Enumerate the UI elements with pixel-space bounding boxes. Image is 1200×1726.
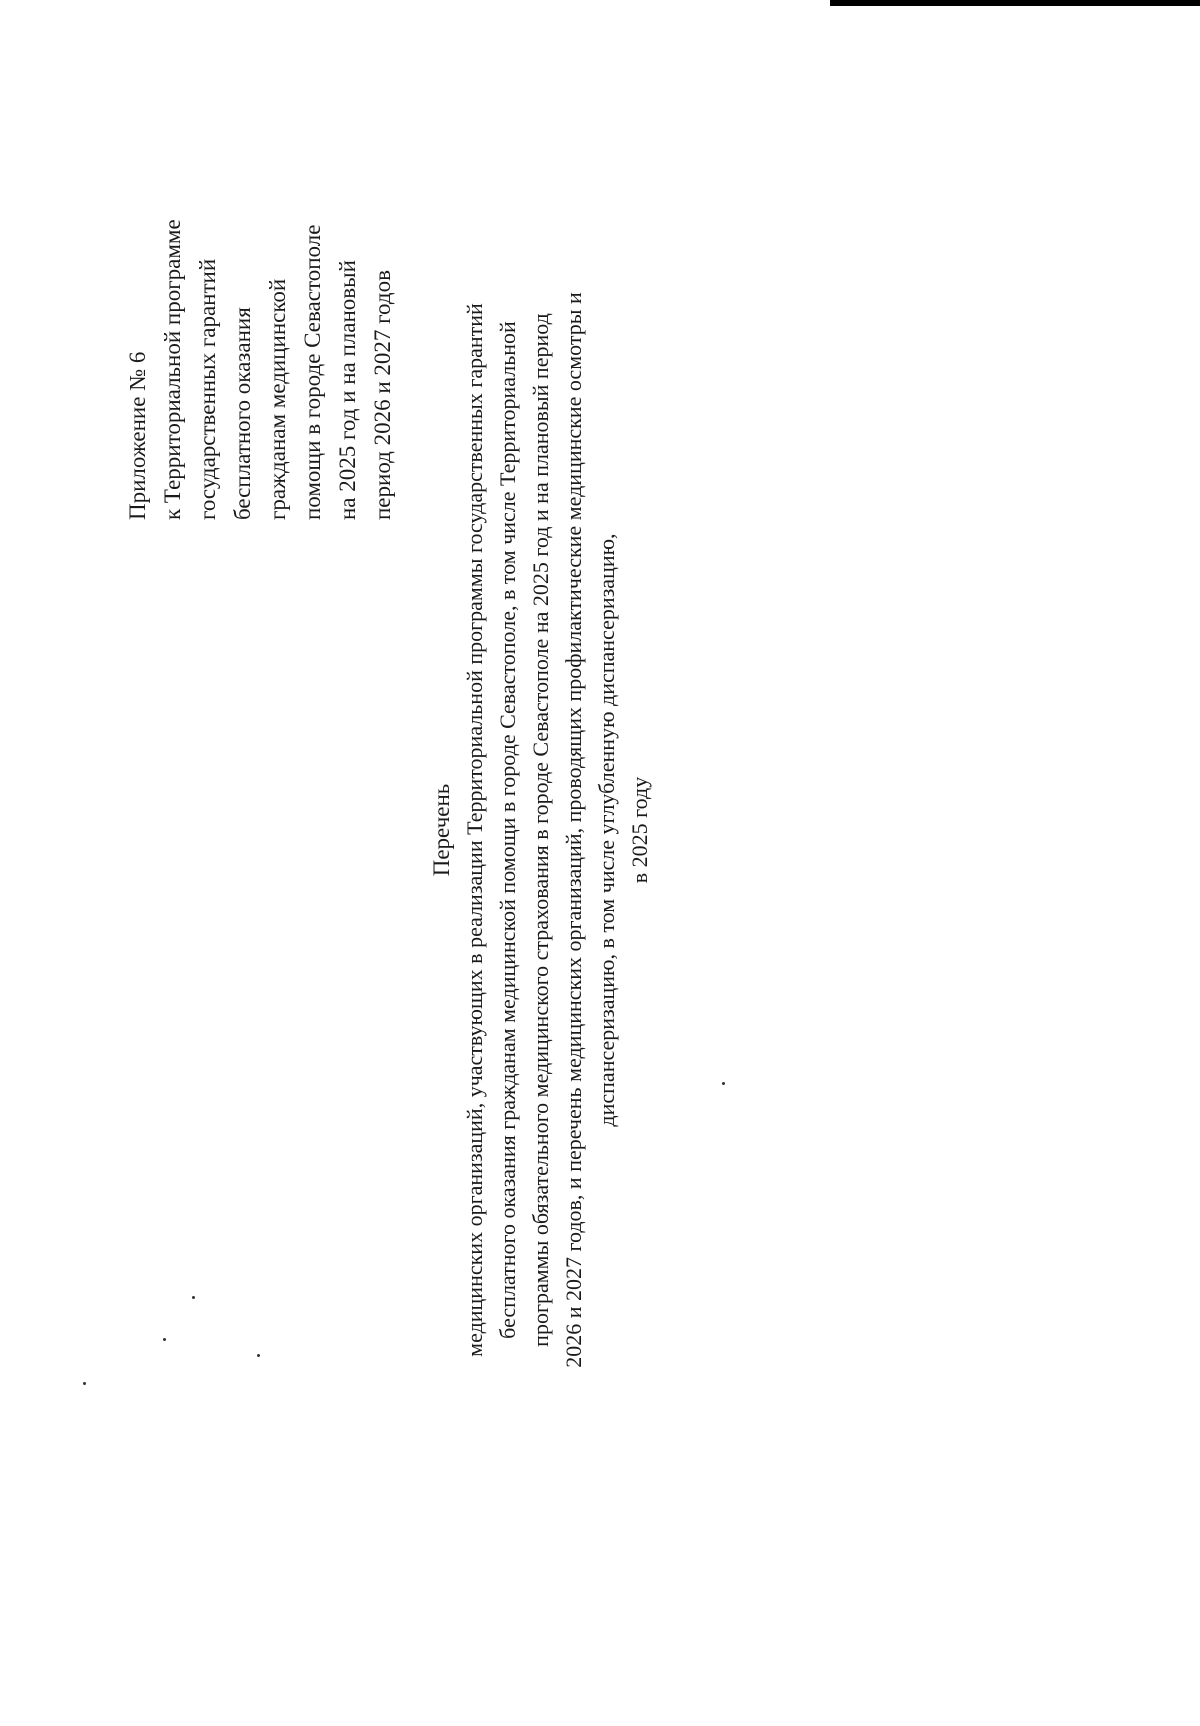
title-block (425, 120, 652, 1540)
scan-speck (722, 1082, 725, 1085)
document-heading: Перечень (429, 783, 454, 877)
appendix-line: государственных гарантий (195, 258, 220, 520)
title-line: бесплатного оказания гражданам медицинской помощи в городе Севастополе, в том числе Территориальной (495, 321, 520, 1339)
appendix-line: к Территориальной программе (160, 219, 185, 520)
appendix-line: на 2025 год и на плановый (335, 260, 360, 520)
scan-speck (192, 1296, 195, 1299)
appendix-line: бесплатного оказания (230, 307, 255, 520)
title-line: медицинских организаций, участвующих в реализации Территориальной программы государственных гарантий (462, 303, 487, 1357)
appendix-line: гражданам медицинской (265, 278, 290, 520)
appendix-line: период 2026 и 2027 годов (370, 270, 395, 520)
scan-speck (163, 1338, 166, 1341)
title-line: программы обязательного медицинского страхования в городе Севастополе на 2025 год и на плановый период (528, 313, 553, 1347)
title-line: в 2025 году (627, 776, 652, 884)
appendix-line: Приложение № 6 (125, 351, 150, 520)
scan-speck (83, 1382, 86, 1385)
scan-speck (257, 1354, 260, 1357)
appendix-line: помощи в городе Севастополе (300, 224, 325, 520)
scan-edge-line (830, 0, 1200, 6)
title-line: диспансеризацию, в том числе углубленную диспансеризацию, (594, 533, 619, 1127)
title-line: 2026 и 2027 годов, и перечень медицинских организаций, проводящих профилактические медицинские осмотры и (561, 292, 586, 1368)
